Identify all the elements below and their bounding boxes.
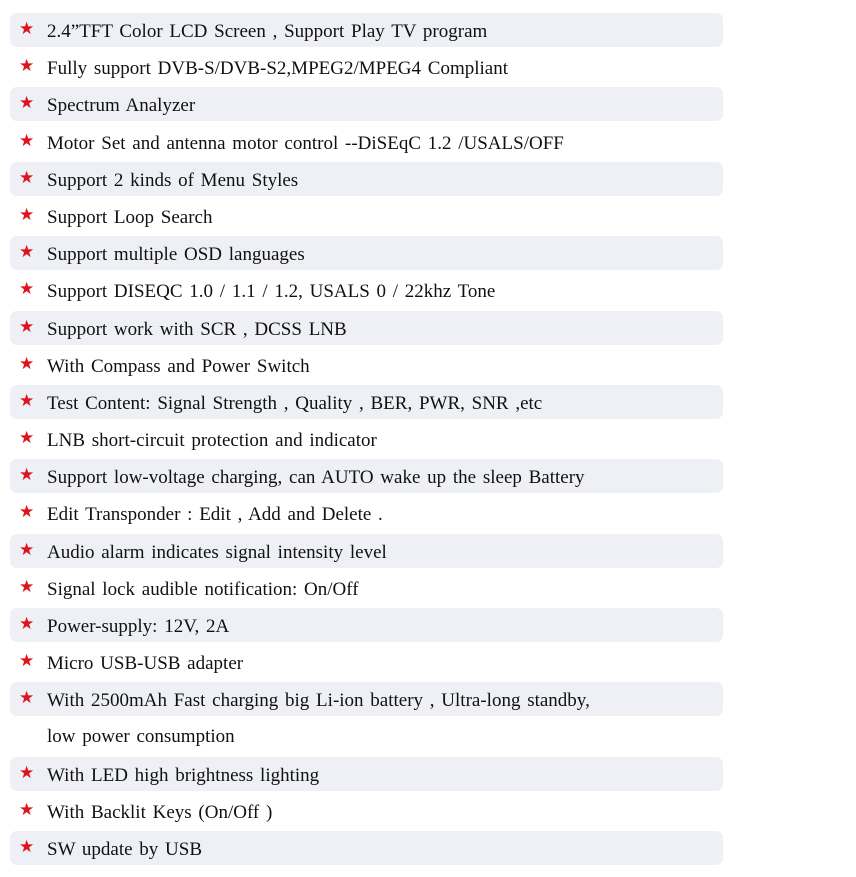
feature-item <box>10 236 723 273</box>
red-star-icon: ★ <box>19 56 35 77</box>
feature-text: SW update by USB <box>47 839 203 861</box>
feature-item <box>10 422 723 459</box>
red-star-icon: ★ <box>19 576 35 597</box>
feature-text: 2.4”TFT Color LCD Screen , Support Play TV program <box>47 21 488 42</box>
feature-item <box>10 496 723 533</box>
feature-text: Edit Transponder : Edit , Add and Delete . <box>47 504 383 526</box>
feature-text: Support DISEQC 1.0 / 1.1 / 1.2, USALS 0 / 22khz Tone <box>47 281 496 303</box>
feature-list <box>10 13 723 868</box>
red-star-icon: ★ <box>19 539 35 560</box>
feature-text: Power-supply: 12V, 2A <box>47 616 230 637</box>
feature-item <box>10 162 723 199</box>
red-star-icon: ★ <box>19 390 35 411</box>
red-star-icon: ★ <box>19 242 35 263</box>
feature-text: Support 2 kinds of Menu Styles <box>47 169 299 191</box>
feature-item <box>10 50 723 87</box>
red-star-icon: ★ <box>19 19 35 39</box>
feature-item <box>10 87 723 124</box>
red-star-icon: ★ <box>19 93 35 114</box>
feature-item <box>10 608 723 645</box>
feature-item <box>10 385 723 422</box>
feature-text: Fully support DVB-S/DVB-S2,MPEG2/MPEG4 Compliant <box>47 58 508 80</box>
feature-item <box>10 682 723 719</box>
feature-item <box>10 348 723 385</box>
red-star-icon: ★ <box>19 614 35 634</box>
feature-item <box>10 199 723 236</box>
red-star-icon: ★ <box>19 428 35 449</box>
feature-text: Support Loop Search <box>47 206 213 228</box>
feature-item <box>10 311 723 348</box>
red-star-icon: ★ <box>19 762 35 783</box>
feature-item <box>10 459 723 496</box>
feature-text: Signal lock audible notification: On/Off <box>47 578 359 600</box>
red-star-icon: ★ <box>19 651 35 672</box>
red-star-icon: ★ <box>19 130 35 151</box>
feature-text: low power consumption <box>47 725 235 747</box>
feature-text: With Backlit Keys (On/Off ) <box>47 801 273 823</box>
feature-item <box>10 13 723 50</box>
feature-text: With Compass and Power Switch <box>47 355 310 377</box>
feature-item <box>10 125 723 162</box>
feature-text: Support work with SCR , DCSS LNB <box>47 318 347 340</box>
feature-text: Motor Set and antenna motor control --DiSEqC 1.2 /USALS/OFF <box>47 132 564 154</box>
red-star-icon: ★ <box>19 279 35 300</box>
red-star-icon: ★ <box>19 353 35 374</box>
feature-item <box>10 645 723 682</box>
feature-text: With 2500mAh Fast charging big Li-ion battery , Ultra-long standby, <box>47 690 590 712</box>
red-star-icon: ★ <box>19 688 35 709</box>
feature-text: With LED high brightness lighting <box>47 764 320 786</box>
red-star-icon: ★ <box>19 465 35 486</box>
feature-item <box>10 831 723 868</box>
red-star-icon: ★ <box>19 837 35 858</box>
feature-text: Test Content: Signal Strength , Quality , BER, PWR, SNR ,etc <box>47 392 543 414</box>
feature-item <box>10 757 723 794</box>
feature-item <box>10 534 723 571</box>
feature-item <box>10 794 723 831</box>
red-star-icon: ★ <box>19 204 35 225</box>
feature-text: Spectrum Analyzer <box>47 95 196 117</box>
feature-text: Audio alarm indicates signal intensity level <box>47 541 387 563</box>
feature-text: Support low-voltage charging, can AUTO wake up the sleep Battery <box>47 467 585 489</box>
feature-item <box>10 720 723 757</box>
feature-text: Support multiple OSD languages <box>47 244 305 266</box>
feature-text: LNB short-circuit protection and indicator <box>47 430 377 452</box>
feature-item <box>10 571 723 608</box>
red-star-icon: ★ <box>19 167 35 188</box>
red-star-icon: ★ <box>19 316 35 337</box>
red-star-icon: ★ <box>19 502 35 523</box>
feature-text: Micro USB-USB adapter <box>47 653 244 675</box>
feature-item <box>10 273 723 310</box>
red-star-icon: ★ <box>19 799 35 820</box>
